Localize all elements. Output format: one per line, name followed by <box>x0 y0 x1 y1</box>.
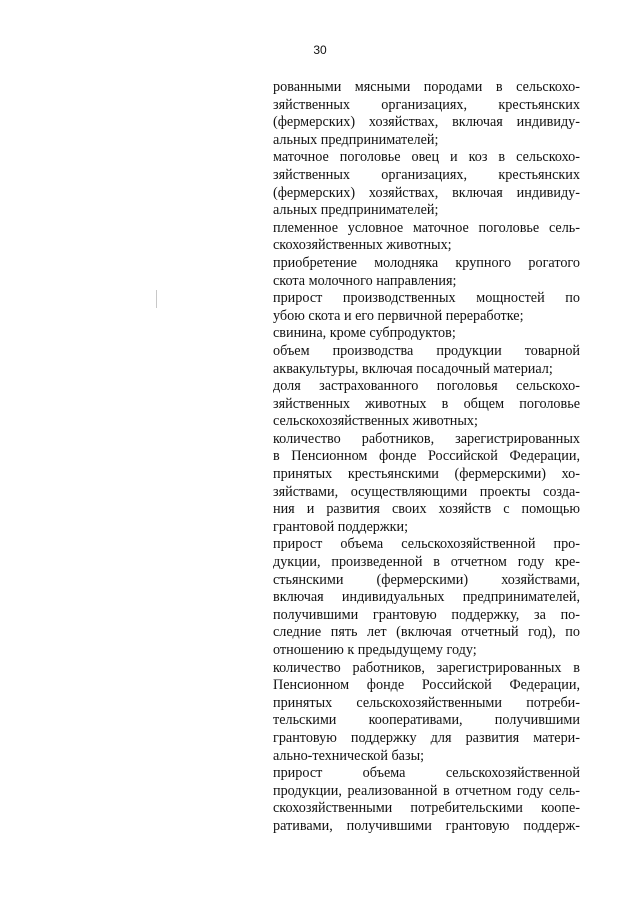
text-line: следние пять лет (включая отчетный год), по <box>273 624 580 641</box>
text-line: количество работников, зарегистрированных в <box>273 659 580 676</box>
text-line: ративами, получившими грантовую поддерж- <box>273 817 580 834</box>
text-line: сельскохозяйственных животных; <box>273 413 478 430</box>
body-text <box>273 79 580 836</box>
text-line: получившими грантовую поддержку, за по- <box>273 606 580 623</box>
text-line: принятых крестьянскими (фермерскими) хо- <box>273 466 580 483</box>
text-line: альных предпринимателей; <box>273 202 439 219</box>
text-line: стьянскими (фермерскими) хозяйствами, <box>273 571 580 588</box>
text-line: ально-технической базы; <box>273 747 425 764</box>
text-line: зяйственных животных в общем поголовье <box>273 395 580 412</box>
text-line: Пенсионном фонде Российской Федерации, <box>273 677 580 694</box>
text-line: в Пенсионном фонде Российской Федерации, <box>273 448 580 465</box>
text-line: скохозяйственными потребительскими коопе- <box>273 800 580 817</box>
text-line: племенное условное маточное поголовье сель- <box>273 219 580 236</box>
text-line: грантовой поддержки; <box>273 518 409 535</box>
text-line: убою скота и его первичной переработке; <box>273 307 524 324</box>
text-line: зяйственных организациях, крестьянских <box>273 166 580 183</box>
text-line: (фермерских) хозяйствах, включая индивиду- <box>273 114 580 131</box>
text-line: скота молочного направления; <box>273 272 457 289</box>
page-number: 30 <box>313 43 327 57</box>
text-line: альных предпринимателей; <box>273 131 439 148</box>
text-line: дукции, произведенной в отчетном году кре- <box>273 554 580 571</box>
text-line: грантовую поддержку для развития матери- <box>273 729 580 746</box>
text-line: отношению к предыдущему году; <box>273 642 477 658</box>
text-line: продукции, реализованной в отчетном году сель- <box>273 782 580 799</box>
text-line: прирост объема сельскохозяйственной <box>273 765 580 782</box>
text-line: количество работников, зарегистрированных <box>273 430 580 447</box>
text-line: маточное поголовье овец и коз в сельскохо- <box>273 149 580 166</box>
text-line: скохозяйственных животных; <box>273 237 452 254</box>
text-line: прирост производственных мощностей по <box>273 290 580 307</box>
text-line: свинина, кроме субпродуктов; <box>273 325 456 342</box>
text-line: зяйствами, осуществляющими проекты созда- <box>273 483 580 500</box>
text-line: тельскими кооперативами, получившими <box>273 712 580 729</box>
text-line: приобретение молодняка крупного рогатого <box>273 254 580 271</box>
text-line: рованными мясными породами в сельскохо- <box>273 79 580 95</box>
text-line: ния и развития своих хозяйств с помощью <box>273 501 580 518</box>
text-line: доля застрахованного поголовья сельскохо- <box>273 378 580 395</box>
text-line: зяйственных организациях, крестьянских <box>273 96 580 113</box>
margin-mark <box>156 290 157 308</box>
text-line: принятых сельскохозяйственными потреби- <box>273 694 580 711</box>
text-line: включая индивидуальных предпринимателей, <box>273 589 580 606</box>
text-line: объем производства продукции товарной <box>273 342 580 359</box>
text-line: (фермерских) хозяйствах, включая индивиду- <box>273 184 580 201</box>
text-line: прирост объема сельскохозяйственной про- <box>273 536 580 553</box>
text-line: аквакультуры, включая посадочный материал; <box>273 360 553 377</box>
